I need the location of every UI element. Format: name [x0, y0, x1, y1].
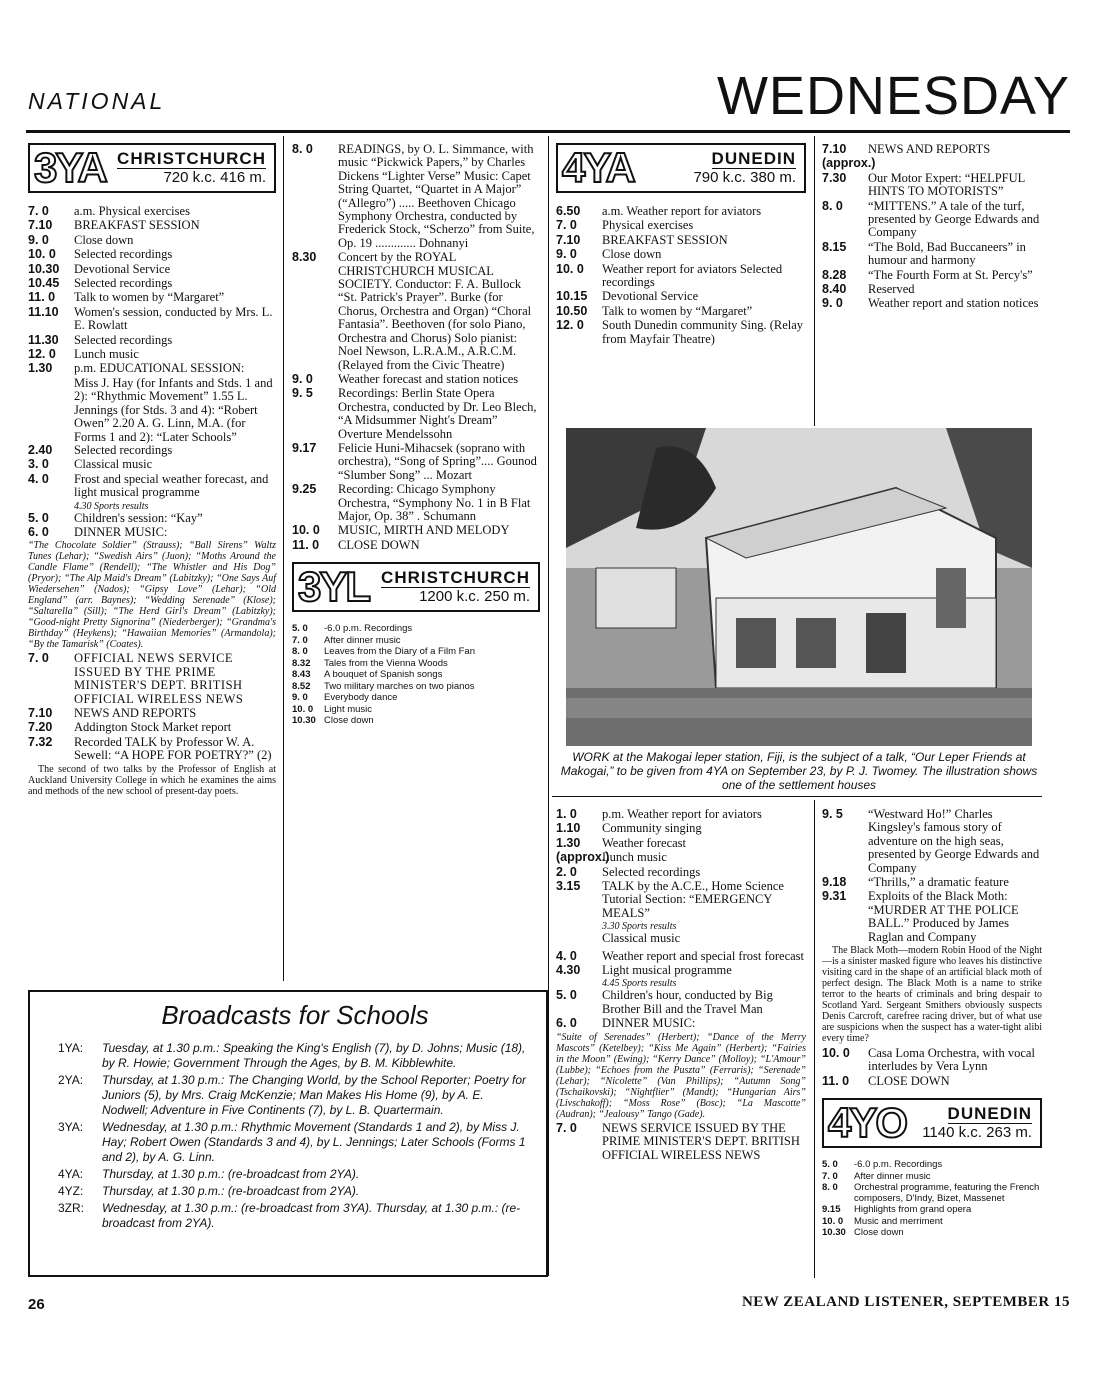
programme: Women's session, conducted by Mrs. L. E. Rowlatt [74, 304, 273, 333]
column-4ya-evening [822, 143, 1042, 312]
station-logo-3yl [292, 562, 540, 612]
programme: Our Motor Expert: “HELPFUL HINTS TO MOTORISTS” [868, 170, 1025, 199]
station-call-sign: 3YL [298, 563, 370, 611]
schedule-row [28, 263, 276, 276]
schedule-row [292, 647, 540, 658]
schedule-row [556, 219, 806, 232]
news-service: OFFICIAL NEWS SERVICE ISSUED BY THE PRIME MINISTER'S DEPT. BRITISH OFFICIAL WIRELESS NEWS [74, 651, 244, 706]
time: 9. 0 [292, 371, 313, 386]
schedule-row [292, 373, 540, 386]
time: 7. 0 [822, 1170, 838, 1182]
schedule-row [822, 808, 1042, 875]
schedule-row [28, 512, 276, 525]
time: 8.52 [292, 680, 311, 692]
programme: BREAKFAST SESSION [74, 218, 200, 233]
schedule-row [822, 890, 1042, 944]
station-frequency: 1140 k.c. 263 m. [922, 1123, 1032, 1141]
programme: “The Fourth Form at St. Percy's” [868, 267, 1033, 282]
programme: Music and merriment [854, 1215, 943, 1227]
time: 8. 0 [822, 198, 843, 213]
schedule-row [556, 837, 806, 850]
time: 11. 0 [292, 537, 320, 552]
programme: Casa Loma Orchestra, with vocal interludes by Vera Lynn [868, 1046, 1035, 1074]
schedule-row [28, 219, 276, 232]
station-frequency: 790 k.c. 380 m. [693, 168, 796, 186]
station-logo-4ya [556, 143, 806, 193]
programme: Recordings: Berlin State Opera Orchestra, conducted by Dr. Leo Blech, “A Midsummer Night's Dream” Overture Mendelssohn [338, 386, 537, 441]
programme: NEWS AND REPORTS [74, 705, 197, 720]
programme: Talk to women by “Margaret” [74, 290, 225, 305]
settlement-house-photo [566, 428, 1032, 746]
schedule-row [822, 157, 1042, 170]
time: 5. 0 [292, 623, 308, 635]
school-broadcast-row [58, 1041, 532, 1071]
station-call-sign: 4YO [828, 1099, 907, 1147]
time: 11. 0 [28, 290, 56, 305]
time: 5. 0 [28, 510, 49, 525]
programme: Addington Stock Market report [74, 720, 232, 735]
schedule-row [28, 248, 276, 261]
photo-caption: WORK at the Makogai leper station, Fiji, is the subject of a talk, “Our Leper Friends at Makogai,” to be given from 4YA on September 23, by P. J. Twomey. The illustration shows one of the settlement houses [560, 750, 1038, 792]
school-broadcast-row [58, 1073, 532, 1118]
programme: “The Bold, Bad Buccaneers” in humour and harmony [868, 239, 1026, 268]
schedule-row [28, 306, 276, 333]
time: 7.10 [822, 142, 847, 156]
programme: Close down [602, 247, 662, 262]
time: 9.25 [292, 482, 317, 497]
schedule-row [822, 1217, 1042, 1228]
column-rule [283, 136, 284, 981]
time: 9.15 [822, 1204, 841, 1216]
time: 8. 0 [292, 646, 308, 658]
programme: Lunch music [602, 850, 667, 865]
dinner-music-list: “Suite of Serenades” (Herbert); “Dance of the Merry Mascots” (Ketelbey); “Kiss Me Again” (Herbert); “Fairies in the Moon” (Ewing); “Kerry Dance” (Molloy); “L'Amour” (Lubbe); “Echoes from the Puszta” (Ferraris); “Serenade” (Lehar); “Nicolette” (Van Phillips); “Autumn Song” (Tschaikovski); “Nightflier” (Mandt); “Hungarian Airs” (Livschakoff); “Moss Rose” (Bosc); “La Mascotte” (Audran); “Jealousy” Tango (Gade). [556, 1031, 806, 1120]
time: 8.28 [822, 267, 847, 282]
station-city: DUNEDIN [711, 149, 796, 169]
programme: Everybody dance [324, 692, 398, 704]
programme: Recording: Chicago Symphony Orchestra, “Symphony No. 1 in B Flat Major, Op. 38” . Schumann [338, 482, 531, 523]
programme: DINNER MUSIC: [74, 524, 168, 539]
sports-results: 3.30 Sports results [602, 921, 677, 933]
time: 5. 0 [822, 1159, 838, 1171]
time: 1.30 [28, 361, 53, 376]
schedule-row [28, 362, 276, 375]
station-logo-3ya [28, 143, 276, 193]
station-code: 4YZ: [58, 1184, 84, 1198]
programme: Devotional Service [74, 261, 171, 276]
schedule-row [292, 636, 540, 647]
time: 8. 0 [822, 1182, 838, 1194]
programme: Selected recordings [74, 276, 173, 291]
programme: “MITTENS.” A tale of the turf, presented by George Edwards and Company [868, 198, 1040, 240]
schedule-row [292, 442, 540, 482]
time: 11. 0 [822, 1073, 850, 1088]
school-broadcast-row [58, 1167, 532, 1182]
programme: Close down [74, 232, 134, 247]
schedule-row [28, 458, 276, 471]
publication-title: NEW ZEALAND LISTENER, SEPTEMBER 15 [741, 1294, 1070, 1310]
programme: DINNER MUSIC: [602, 1016, 696, 1031]
time: 7.10 [28, 705, 53, 720]
time: 8.30 [292, 250, 317, 265]
station-frequency: 720 k.c. 416 m. [163, 168, 266, 186]
time: 11.10 [28, 304, 59, 319]
time: 10. 0 [292, 703, 314, 715]
time: 8.32 [292, 657, 311, 669]
time: 10.15 [556, 289, 588, 304]
programme: Light music [324, 703, 373, 715]
section-rule [552, 796, 1042, 797]
programme: BREAKFAST SESSION [602, 232, 728, 247]
time: 3.15 [556, 879, 581, 894]
schedule-row [292, 143, 540, 250]
programme: MUSIC, MIRTH AND MELODY [338, 523, 510, 538]
time: 7.32 [28, 734, 53, 749]
time: 3. 0 [28, 457, 49, 472]
programme: “Westward Ho!” Charles Kingsley's famous story of adventure on the high seas, presented by George Edwards and Company [868, 807, 1040, 875]
station-code: 1YA: [58, 1041, 84, 1055]
dinner-music-list: “The Chocolate Soldier” (Strauss); “Ball Sirens” Waltz Tunes (Lehar); “Swedish Airs” (Juon); “Moths Around the Candle Flame” (Rendell); “The Whistler and His Dog” (Pryor); “The Alp Maid's Dream” (Labitzky); “One Says Auf Wiedersehen” (Nados); “Gipsy Love” (Lehar); “Old England” (arr. Baynes); “Wedding Serenade” (Klose); “Saltarella” (Sill); “The Herd Girl's Dream” (Labitzky); “Good-night Pretty Signorina” (Niederberger); “Grandma's Birthday” (Heykens); “Hawaiian Memories” (Armandola); “By the Tamarisk” (Coates). [28, 540, 276, 651]
schedule-row [556, 866, 806, 879]
schedule-row [28, 444, 276, 457]
station-call-sign: 4YA [562, 144, 634, 191]
programme: Selected recordings [602, 864, 701, 879]
time: 12. 0 [28, 347, 56, 362]
schedule-row [556, 263, 806, 290]
section-label: NATIONAL [28, 88, 166, 114]
time: 9.31 [822, 889, 847, 904]
school-broadcast-details: Thursday, at 1.30 p.m.: (re-broadcast from 2YA). [102, 1167, 360, 1181]
time: 8. 0 [292, 142, 313, 156]
programme: Physical exercises [602, 218, 694, 233]
time: 7.10 [28, 218, 53, 233]
time: 10.45 [28, 276, 60, 291]
schedule-row [556, 234, 806, 247]
station-code: 3ZR: [58, 1201, 85, 1215]
schedule-row [822, 143, 1042, 156]
time: 8.43 [292, 669, 311, 681]
station-call-sign: 3YA [34, 144, 106, 191]
programme: p.m. EDUCATIONAL SESSION: [74, 361, 245, 376]
time: 10. 0 [292, 523, 320, 538]
time: 6. 0 [556, 1016, 577, 1031]
time: 1.30 [556, 835, 581, 850]
schedule-row [556, 989, 806, 1016]
column-rule [548, 136, 549, 1276]
day-heading: WEDNESDAY [716, 66, 1070, 126]
schedule-row [556, 822, 806, 835]
schedule-row [822, 1172, 1042, 1183]
programme: After dinner music [324, 634, 401, 646]
time: 7. 0 [28, 204, 49, 218]
programme: NEWS AND REPORTS [868, 142, 991, 156]
programme: Close down [854, 1227, 904, 1239]
station-frequency: 1200 k.c. 250 m. [419, 587, 530, 605]
schedule-row [28, 291, 276, 304]
schedule-row [556, 1017, 806, 1030]
schedule-row [28, 348, 276, 361]
time: 9. 0 [28, 232, 49, 247]
station-city: DUNEDIN [947, 1104, 1032, 1124]
time: 4. 0 [28, 471, 49, 486]
schedule-row [292, 659, 540, 670]
programme: Two military marches on two pianos [324, 680, 475, 692]
talk-note: The second of two talks by the Professor of English at Auckland University College in which he examines the aims and methods of the new school of present-day poets. [28, 763, 276, 797]
schedule-row [822, 200, 1042, 240]
school-broadcast-details: Thursday, at 1.30 p.m.: (re-broadcast from 2YA). [102, 1184, 360, 1198]
schedule-row [28, 736, 276, 763]
programme: Frost and special weather forecast, and light musical programme [74, 471, 269, 500]
schedule-row [28, 334, 276, 347]
programme: READINGS, by O. L. Simmance, with music “Pickwick Papers,” by Charles Dickens “Lighter Verse” Music: Capet String Quartet, “Quartet in A Major” (“Allegro”) ..... Beethoven Chicago Symphony Orchestra, conducted by Frederick Stock, “Scherzo” from Suite, Op. 19 ............. Dohnanyi [338, 142, 535, 250]
time: 12. 0 [556, 318, 584, 333]
programme: Orchestral programme, featuring the French composers, D'Indy, Bizet, Massenet [854, 1182, 1040, 1204]
educational-session: Miss J. Hay (for Infants and Stds. 1 and 2): “Rhythmic Movement” 1.55 L. Jennings (for Stds. 3 and 4): “Robert Owen” 2.20 A. G. Linn, M.A. (for Forms 1 and 2): “Later Schools” [74, 375, 273, 444]
school-broadcast-details: Tuesday, at 1.30 p.m.: Speaking the King's English (7), by D. Johns; Music (18), by R. Howie; Government Through the Ages, by B. M. Kibblewhite. [102, 1041, 526, 1070]
time: 10.50 [556, 303, 588, 318]
column-3ya [28, 143, 276, 797]
school-broadcast-details: Wednesday, at 1.30 p.m.: (re-broadcast from 3YA). Thursday, at 1.30 p.m.: (re-broadcast from 2YA). [102, 1201, 521, 1230]
schedule-row [822, 172, 1042, 199]
programme: a.m. Weather report for aviators [602, 204, 762, 218]
time: 7. 0 [292, 634, 308, 646]
time: 7.30 [822, 170, 847, 185]
schedule-row [822, 1160, 1042, 1171]
time: 10.30 [292, 715, 316, 727]
schedule-row [28, 234, 276, 247]
station-logo-4yo [822, 1098, 1042, 1148]
time: 7. 0 [556, 218, 577, 233]
time: 9. 0 [822, 296, 843, 311]
schedule-row [556, 808, 806, 821]
schedule-row [822, 283, 1042, 296]
schedule-row [822, 1205, 1042, 1216]
station-code: 4YA: [58, 1167, 84, 1181]
schedule-row [556, 319, 806, 346]
time: (approx.) [822, 156, 876, 171]
schedule-row [556, 880, 806, 920]
programme: Weather report and station notices [868, 296, 1039, 311]
time: 9. 5 [292, 386, 313, 401]
time: 10.30 [28, 261, 60, 276]
time: 7.10 [556, 232, 581, 247]
programme: Weather forecast [602, 835, 687, 850]
schedule-row [556, 205, 806, 218]
sports-results: 4.45 Sports results [602, 978, 677, 990]
programme: Lunch music [74, 347, 139, 362]
schedule-row [292, 251, 540, 372]
programme: Selected recordings [74, 442, 173, 457]
time: 6. 0 [28, 524, 49, 539]
schedule-row [292, 682, 540, 693]
schedule-row [28, 707, 276, 720]
schedule-row [292, 483, 540, 523]
news-service: NEWS SERVICE ISSUED BY THE PRIME MINISTER'S DEPT. BRITISH OFFICIAL WIRELESS NEWS [602, 1120, 800, 1162]
programme: CLOSE DOWN [868, 1073, 950, 1088]
time: 1.10 [556, 821, 581, 836]
schedule-row [556, 950, 806, 963]
school-broadcast-row [58, 1184, 532, 1199]
schedule-row [556, 248, 806, 261]
programme: Highlights from grand opera [854, 1204, 972, 1216]
time: 7.20 [28, 720, 53, 735]
schedule-row [292, 670, 540, 681]
programme: Reserved [868, 282, 915, 297]
programme: -6.0 p.m. Recordings [854, 1159, 943, 1171]
programme: Weather forecast and station notices [338, 371, 519, 386]
schedule-row [556, 305, 806, 318]
school-broadcast-row [58, 1120, 532, 1165]
top-rule [26, 130, 1070, 133]
time: 9. 0 [556, 247, 577, 262]
programme: Exploits of the Black Moth: “MURDER AT THE POLICE BALL.” Produced by James Raglan and Company [868, 889, 1019, 944]
schedule-row [822, 876, 1042, 889]
programme: Light musical programme [602, 963, 732, 978]
broadcasts-for-schools-box [28, 990, 548, 1277]
programme: South Dunedin community Sing. (Relay from Mayfair Theatre) [602, 318, 804, 346]
column-rule [814, 800, 815, 1278]
programme: After dinner music [854, 1170, 931, 1182]
programme: Children's session: “Kay” [74, 510, 203, 525]
time: 6.50 [556, 204, 581, 218]
programme: Tales from the Vienna Woods [324, 657, 448, 669]
schedule-row [556, 290, 806, 303]
programme: “Thrills,” a dramatic feature [868, 875, 1009, 890]
time: 4.30 [556, 963, 581, 978]
schedule-row [28, 473, 276, 500]
time: 10. 0 [822, 1215, 844, 1227]
schedule-row [292, 716, 540, 727]
classical-music: Classical music [602, 931, 681, 946]
schedule-row [822, 269, 1042, 282]
programme: Weather report and special frost forecast [602, 948, 805, 963]
schedule-row [292, 693, 540, 704]
time: 9.18 [822, 875, 847, 890]
programme: Selected recordings [74, 332, 173, 347]
school-broadcast-row [58, 1201, 532, 1231]
programme: Children's hour, conducted by Big Brother Bill and the Travel Man [602, 988, 773, 1016]
page-number: 26 [28, 1296, 45, 1313]
programme [868, 157, 1042, 170]
schedule-row [822, 1075, 1042, 1088]
column-rule [814, 136, 815, 426]
time: 2.40 [28, 442, 53, 457]
time: 11.30 [28, 332, 59, 347]
schedule-row [292, 624, 540, 635]
schedule-row [28, 721, 276, 734]
column-4ya [556, 143, 806, 347]
time: 10. 0 [556, 261, 584, 276]
programme: Devotional Service [602, 289, 699, 304]
programme: CLOSE DOWN [338, 537, 420, 552]
time: 9.17 [292, 440, 317, 455]
schedule-row [28, 526, 276, 539]
time: 9. 0 [292, 692, 308, 704]
schedule-row [822, 241, 1042, 268]
schedule-row [822, 297, 1042, 310]
programme: Leaves from the Diary of a Film Fan [324, 646, 475, 658]
station-city: CHRISTCHURCH [117, 149, 266, 169]
column-4ya-afternoon [556, 808, 806, 1163]
time: 1. 0 [556, 807, 577, 821]
programme: Selected recordings [74, 247, 173, 262]
programme: p.m. Weather report for aviators [602, 807, 762, 821]
programme: Community singing [602, 821, 702, 836]
schools-title: Broadcasts for Schools [161, 1000, 429, 1030]
time: 7. 0 [556, 1120, 577, 1135]
programme: Weather report for aviators Selected recordings [602, 261, 783, 290]
time: 5. 0 [556, 988, 577, 1003]
schedule-row [822, 1228, 1042, 1239]
column-4ya-late [822, 808, 1042, 1240]
programme: A bouquet of Spanish songs [324, 669, 443, 681]
school-broadcast-details: Wednesday, at 1.30 p.m.: Rhythmic Movement (Standards 1 and 2), by Miss J. Hay; Robert Owen (Standards 3 and 4), by L. Jennings; Later Schools (Forms 1 and 2), by A. G. Linn. [102, 1120, 526, 1164]
schedule-row [556, 851, 806, 864]
station-city: CHRISTCHURCH [381, 568, 530, 588]
time: 8.40 [822, 282, 847, 297]
time: (approx.) [556, 850, 610, 865]
sports-results: 4.30 Sports results [74, 500, 149, 512]
programme: TALK by the A.C.E., Home Science Tutorial Section: “EMERGENCY MEALS” [602, 879, 784, 920]
programme: a.m. Physical exercises [74, 204, 190, 218]
schedule-row [822, 1183, 1042, 1204]
schedule-row [292, 705, 540, 716]
programme: Concert by the ROYAL CHRISTCHURCH MUSICAL SOCIETY. Conductor: F. A. Bullock “St. Patrick's Prayer”. Burke (for Chorus, Orchestra and Organ) “Choral Fantasia”. Beethoven (for solo Piano, Orchestra and Chorus) Solo pianist: Noel Newson, L.R.A.M., A.R.C.M. (Relayed from the Civic Theatre) [338, 250, 532, 372]
schedule-row [822, 1047, 1042, 1074]
programme: Felicie Huni-Mihacsek (soprano with orchestra), “Song of Spring”.... Gounod “Slumber Song” ... Mozart [338, 440, 537, 482]
school-broadcast-details: Thursday, at 1.30 p.m.: The Changing World, by the School Reporter; Poetry for Juniors (5), by Mrs. Craig McKenzie; Man Makes His Home (9), by A. E. Nodwell; Adventure in Five Continents (7), by L. B. Quartermain. [102, 1073, 526, 1117]
time: 4. 0 [556, 948, 577, 963]
schedule-row [28, 277, 276, 290]
time: 8.15 [822, 239, 847, 254]
time: 10. 0 [822, 1046, 850, 1061]
column-3ya-evening [292, 143, 540, 728]
time: 9. 5 [822, 807, 843, 821]
schedule-row [292, 539, 540, 552]
station-code: 2YA: [58, 1073, 84, 1087]
time: 10. 0 [28, 247, 56, 262]
schedule-row [292, 524, 540, 537]
schedule-row [28, 205, 276, 218]
programme: Talk to women by “Margaret” [602, 303, 753, 318]
programme: Close down [324, 715, 374, 727]
time: 7. 0 [28, 651, 49, 666]
schedule-row [556, 964, 806, 977]
programme: Recorded TALK by Professor W. A. Sewell: “A HOPE FOR POETRY?” (2) [74, 734, 272, 763]
schedule-row [292, 387, 540, 441]
station-code: 3YA: [58, 1120, 84, 1134]
programme: Classical music [74, 457, 153, 472]
time: 10.30 [822, 1227, 846, 1239]
time: 2. 0 [556, 864, 577, 879]
black-moth-note: The Black Moth—modern Robin Hood of the Night—is a sinister masked figure who leaves his distinctive visiting card in the shape of an artificial black moth of perfect design. The Black Moth is a name to strike terror to the hearts of criminals and bring despair to Scotland Yard. Sergeant Smithers obviously suspects Denis Carcroft, carefree racing driver, but of what use are suspicions when the suspect has a water-tight alibi every time? [822, 945, 1042, 1045]
programme: -6.0 p.m. Recordings [324, 623, 413, 635]
